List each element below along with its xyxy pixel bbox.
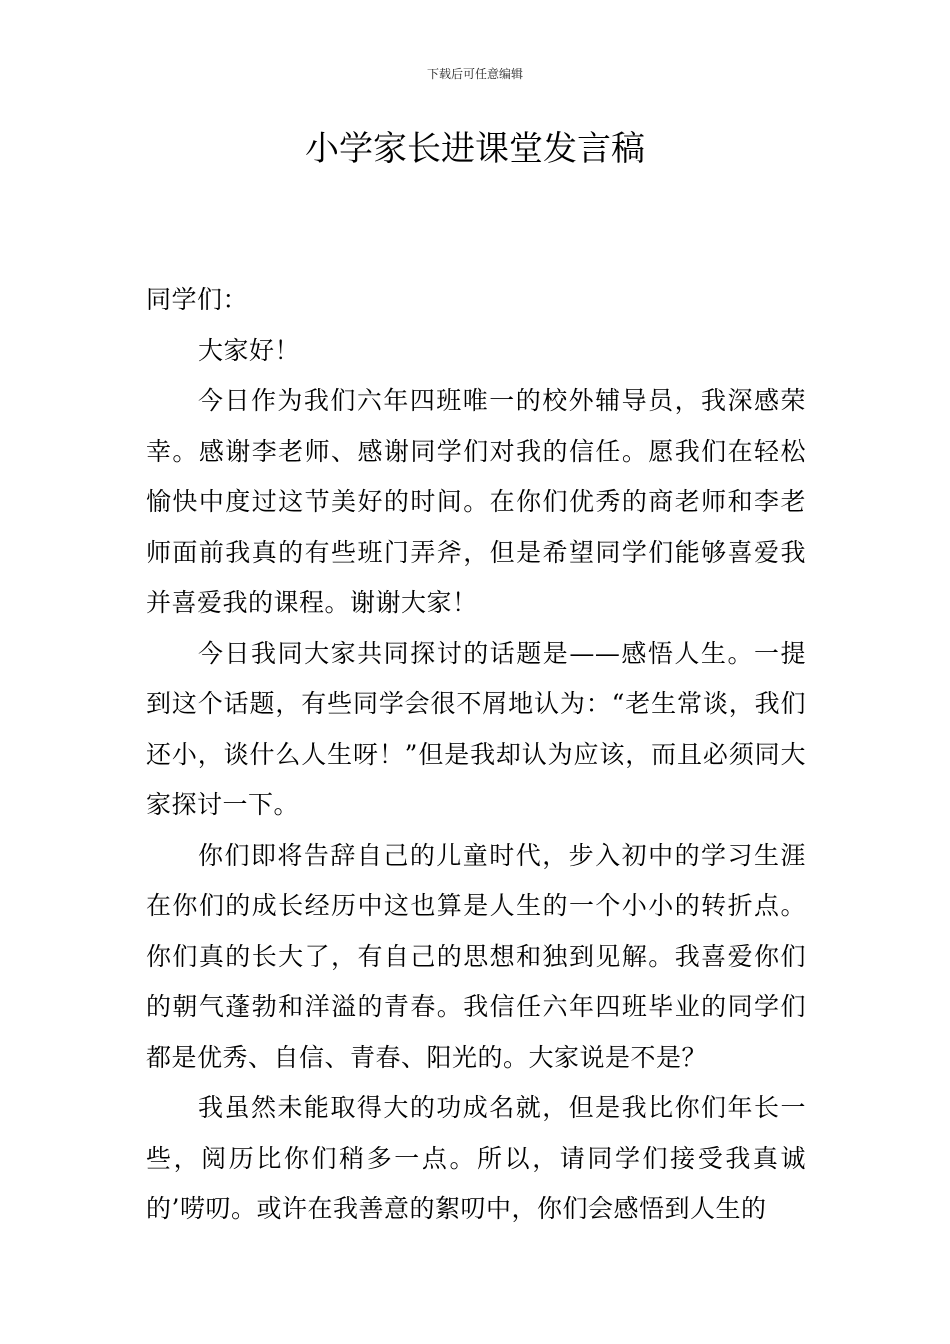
paragraph-greeting: 大家好！	[198, 335, 301, 365]
paragraph-topic: 今日我同大家共同探讨的话题是——感悟人生。一提到这个话题，有些同学会很不屑地认为：“老生常谈，我们还小，谈什么人生呀！”但是我却认为应该，而且必须同大家探讨一下。	[146, 638, 806, 819]
paragraph-advice: 我虽然未能取得大的功成名就，但是我比你们年长一些，阅历比你们稍多一点。所以，请同学们接受我真诚的’唠叨。或许在我善意的絮叨中，你们会感悟到人生的	[146, 1093, 806, 1223]
paragraph-growth: 你们即将告辞自己的儿童时代，步入初中的学习生涯在你们的成长经历中这也算是人生的一个小小的转折点。你们真的长大了，有自己的思想和独到见解。我喜爱你们的朝气蓬勃和洋溢的青春。我信任六年四班毕业的同学们都是优秀、自信、青春、阳光的。大家说是不是？	[146, 840, 806, 1072]
document-title: 小学家长进课堂发言稿	[305, 129, 645, 169]
header-note: 下载后可任意编辑	[426, 67, 523, 81]
document-body	[146, 275, 806, 1235]
paragraph-introduction: 今日作为我们六年四班唯一的校外辅导员，我深感荣幸。感谢李老师、感谢同学们对我的信任。愿我们在轻松愉快中度过这节美好的时间。在你们优秀的商老师和李老师面前我真的有些班门弄斧，但是希望同学们能够喜爱我并喜爱我的课程。谢谢大家！	[146, 386, 806, 617]
salutation: 同学们：	[146, 285, 249, 314]
